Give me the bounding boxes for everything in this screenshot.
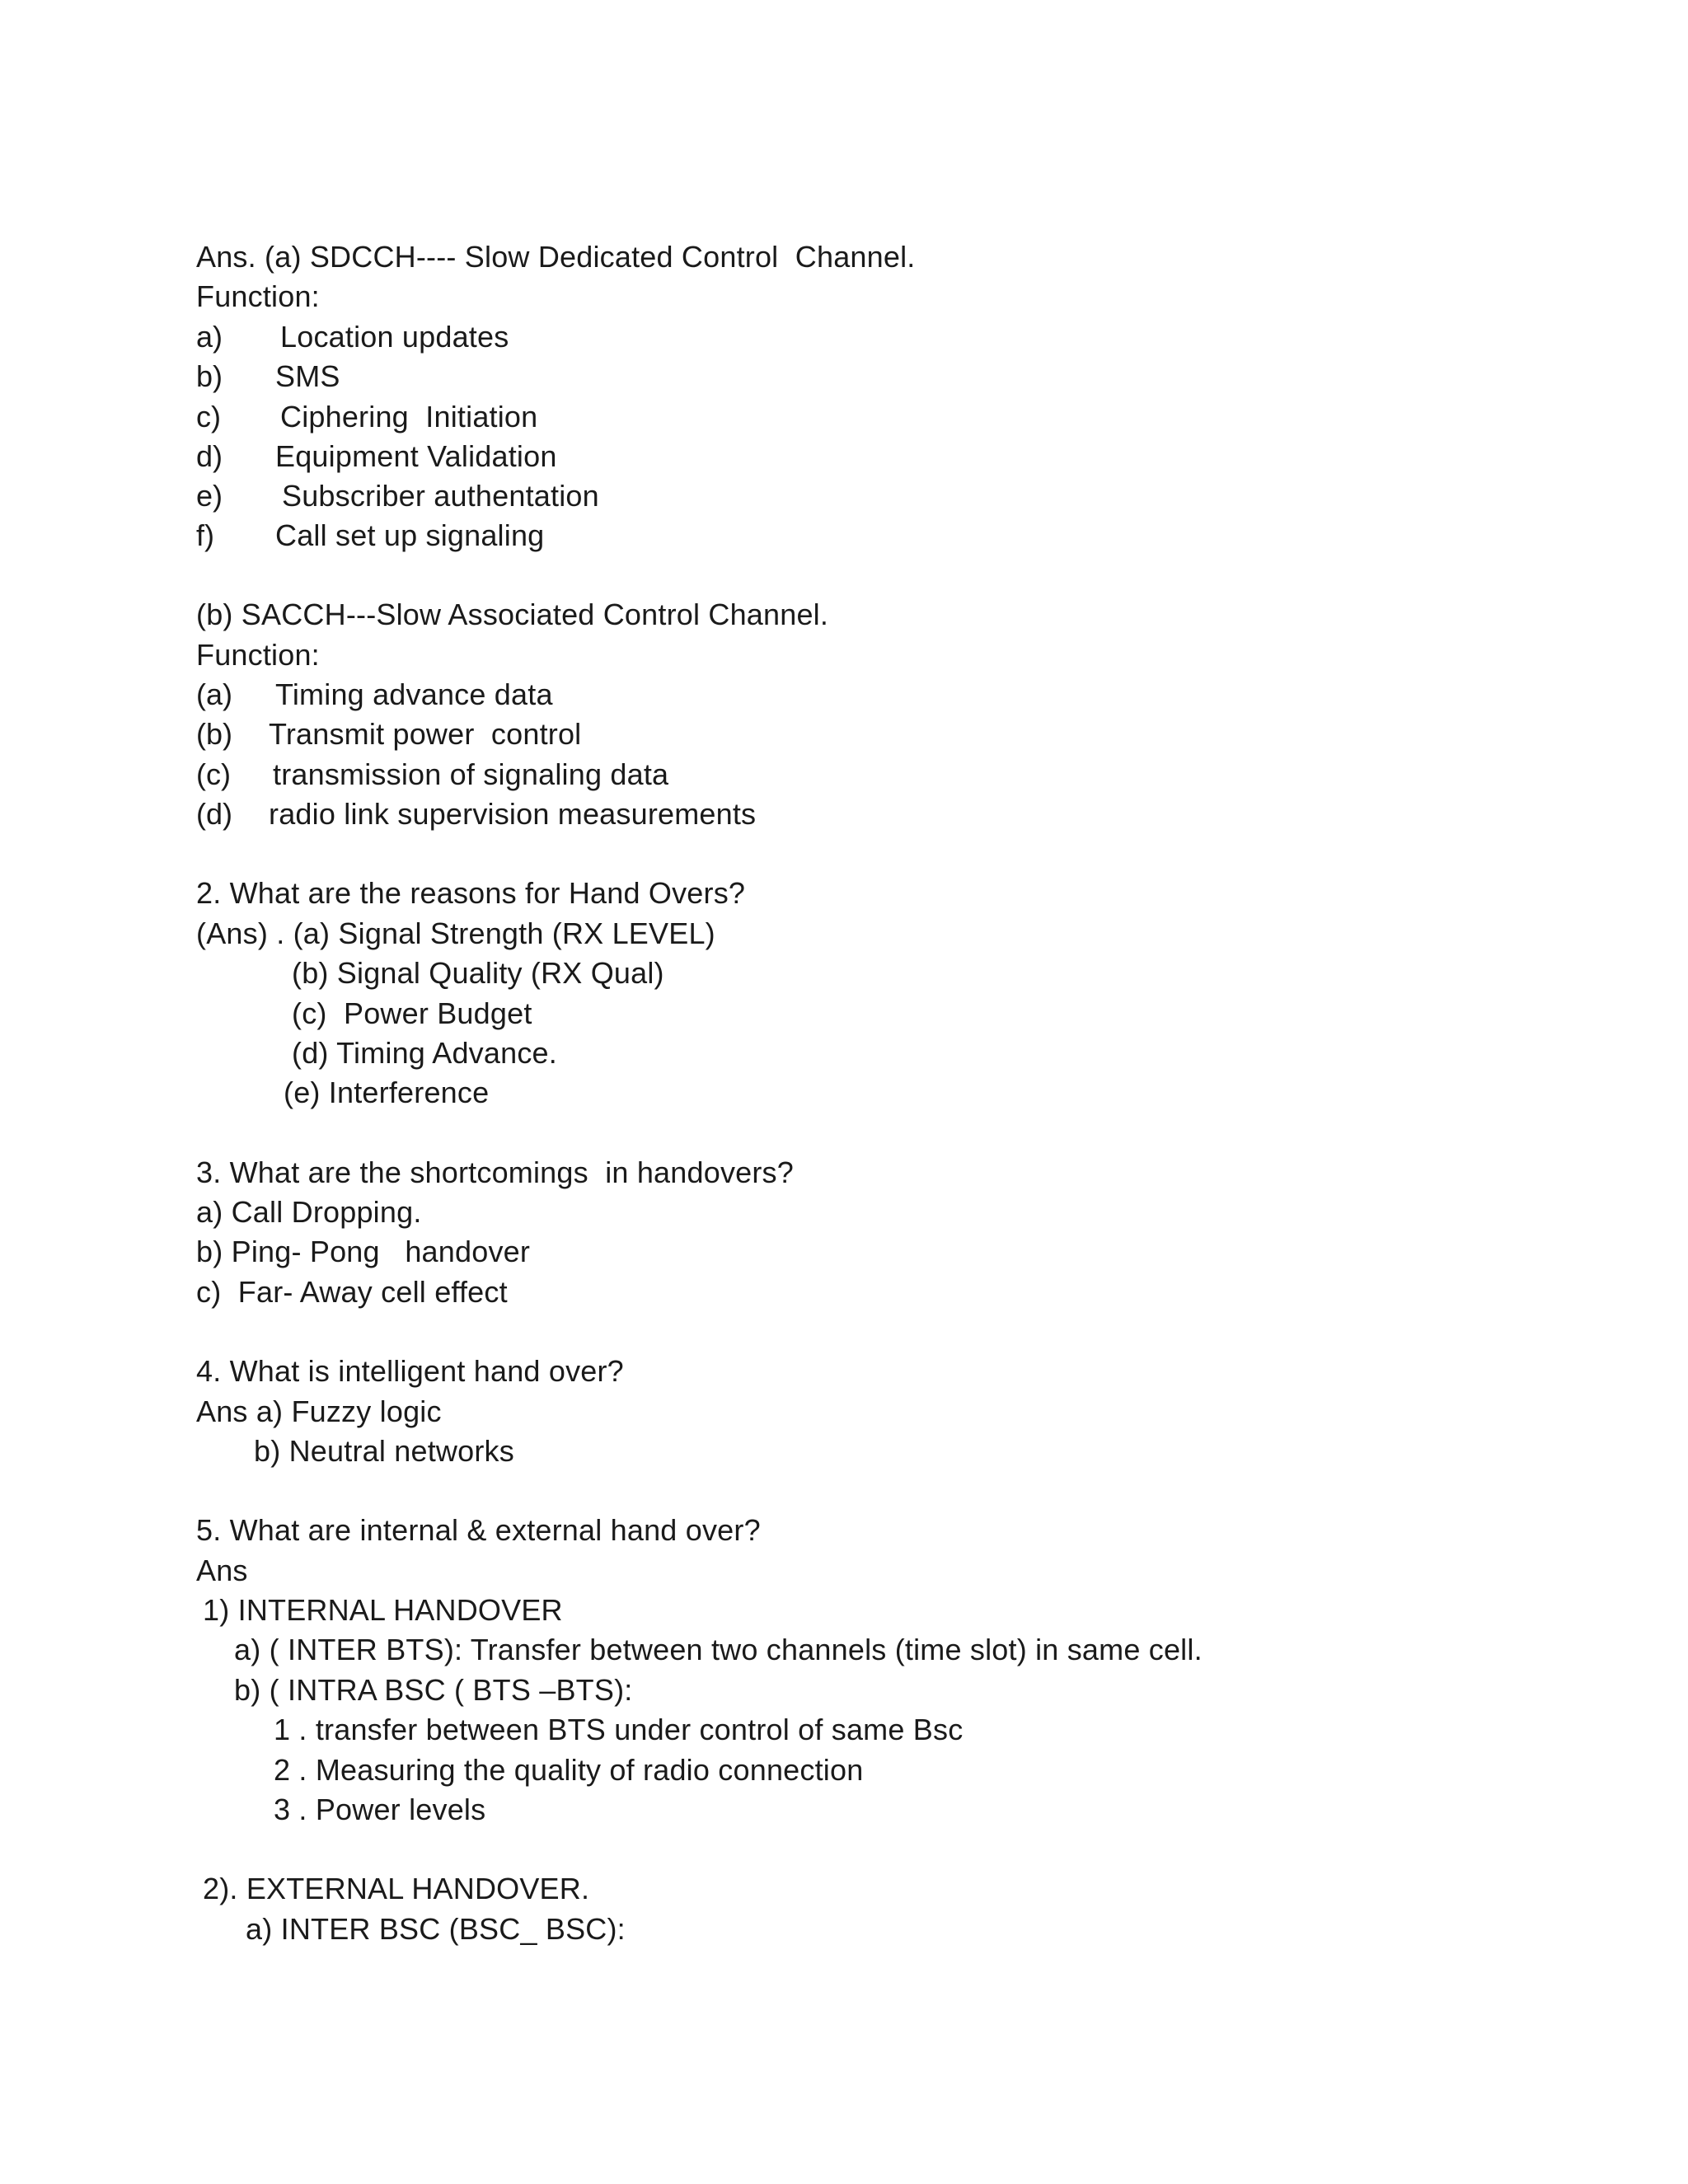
sacch-item-marker: (d)	[196, 797, 232, 831]
sdcch-heading: Ans. (a) SDCCH---- Slow Dedicated Control Channel.	[196, 240, 916, 274]
internal-handover-b-item: 2 . Measuring the quality of radio connection	[274, 1753, 864, 1787]
external-handover-title: 2). EXTERNAL HANDOVER.	[203, 1872, 590, 1905]
sdcch-item-text: Ciphering Initiation	[280, 400, 538, 434]
sacch-item-text: Timing advance data	[275, 677, 553, 711]
internal-handover-title: 1) INTERNAL HANDOVER	[203, 1593, 563, 1627]
sdcch-item-text: Subscriber authentation	[282, 479, 599, 513]
q3-answer-line: c) Far- Away cell effect	[196, 1275, 508, 1309]
question-5: 5. What are internal & external hand over?	[196, 1513, 761, 1547]
q3-answer-line: b) Ping- Pong handover	[196, 1235, 531, 1268]
q4-answer-line: b) Neutral networks	[254, 1434, 514, 1468]
internal-handover-b-item: 1 . transfer between BTS under control of same Bsc	[274, 1713, 964, 1746]
q2-answer-line: (b) Signal Quality (RX Qual)	[292, 956, 664, 990]
sdcch-item-marker: f)	[196, 518, 214, 552]
sacch-item-text: radio link supervision measurements	[269, 797, 757, 831]
internal-handover-b: b) ( INTRA BSC ( BTS –BTS):	[234, 1673, 633, 1707]
q3-answer-line: a) Call Dropping.	[196, 1195, 422, 1229]
sdcch-item-text: Call set up signaling	[275, 518, 545, 552]
sdcch-function-label: Function:	[196, 279, 320, 313]
sacch-item-marker: (c)	[196, 757, 231, 791]
sdcch-item-text: SMS	[275, 359, 340, 393]
question-4: 4. What is intelligent hand over?	[196, 1354, 624, 1388]
sacch-item-text: Transmit power control	[269, 717, 582, 751]
q2-answer-line: (Ans) . (a) Signal Strength (RX LEVEL)	[196, 916, 715, 950]
sdcch-item-marker: b)	[196, 359, 223, 393]
sdcch-item-text: Equipment Validation	[275, 439, 557, 473]
q4-answer-line: Ans a) Fuzzy logic	[196, 1394, 442, 1428]
sdcch-item-marker: e)	[196, 479, 223, 513]
sdcch-item-marker: a)	[196, 320, 223, 354]
q2-answer-line: (c) Power Budget	[292, 996, 532, 1030]
sacch-function-label: Function:	[196, 638, 320, 672]
question-3: 3. What are the shortcomings in handovers?	[196, 1155, 794, 1189]
q2-answer-line: (e) Interference	[284, 1076, 490, 1109]
question-2: 2. What are the reasons for Hand Overs?	[196, 876, 746, 910]
external-handover-a: a) INTER BSC (BSC_ BSC):	[246, 1912, 626, 1946]
internal-handover-b-item: 3 . Power levels	[274, 1793, 486, 1826]
sdcch-item-text: Location updates	[280, 320, 509, 354]
sacch-item-marker: (b)	[196, 717, 232, 751]
sacch-item-marker: (a)	[196, 677, 232, 711]
sdcch-item-marker: d)	[196, 439, 223, 473]
sdcch-item-marker: c)	[196, 400, 221, 434]
q2-answer-line: (d) Timing Advance.	[292, 1036, 557, 1070]
q5-ans-label: Ans	[196, 1554, 248, 1587]
internal-handover-a: a) ( INTER BTS): Transfer between two channels (time slot) in same cell.	[234, 1633, 1203, 1666]
sacch-heading: (b) SACCH---Slow Associated Control Channel.	[196, 598, 829, 631]
sacch-item-text: transmission of signaling data	[273, 757, 669, 791]
